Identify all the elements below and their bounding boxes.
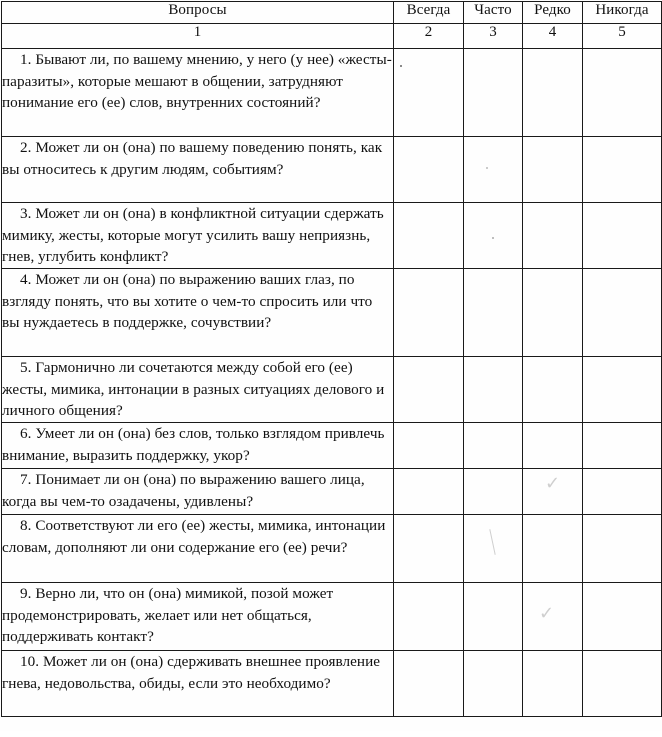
question-text: 9. Верно ли, что он (она) мимикой, позой может продемонстрировать, желает или нет общаться, поддерживать контакт? <box>2 583 394 651</box>
table-row <box>2 469 662 515</box>
table-row <box>2 137 662 203</box>
answer-cell-rarely[interactable] <box>523 515 583 583</box>
answer-cell-often[interactable] <box>464 651 523 717</box>
answer-cell-always[interactable] <box>394 469 464 515</box>
header-always: Всегда <box>394 2 464 24</box>
question-text: 6. Умеет ли он (она) без слов, только взглядом привлечь внимание, выразить поддержку, укор? <box>2 423 394 469</box>
answer-cell-often[interactable] <box>464 515 523 583</box>
table-row <box>2 515 662 583</box>
answer-cell-rarely[interactable] <box>523 469 583 515</box>
answer-cell-often[interactable] <box>464 357 523 423</box>
table-row <box>2 583 662 651</box>
question-text: 5. Гармонично ли сочетаются между собой его (ее) жесты, мимика, интонации в разных ситуациях делового и личного общения? <box>2 357 394 423</box>
faint-pencil-mark <box>489 529 495 555</box>
answer-cell-never[interactable] <box>583 49 662 137</box>
speck-mark <box>400 65 402 67</box>
answer-cell-rarely[interactable] <box>523 49 583 137</box>
answer-cell-rarely[interactable] <box>523 583 583 651</box>
question-text: 4. Может ли он (она) по выражению ваших глаз, по взгляду понять, что вы хотите о чем-то спросить или что вы нуждаетесь в поддержке, сочувствии? <box>2 269 394 357</box>
header-never: Никогда <box>583 2 662 24</box>
answer-cell-never[interactable] <box>583 469 662 515</box>
answer-cell-always[interactable] <box>394 423 464 469</box>
question-text: 8. Соответствуют ли его (ее) жесты, мимика, интонации словам, дополняют ли они содержание его (ее) речи? <box>2 515 394 583</box>
column-number: 2 <box>394 24 464 49</box>
header-questions: Вопросы <box>2 2 394 24</box>
header-often: Часто <box>464 2 523 24</box>
answer-cell-rarely[interactable] <box>523 269 583 357</box>
answer-cell-always[interactable] <box>394 583 464 651</box>
answer-cell-never[interactable] <box>583 203 662 269</box>
column-number: 3 <box>464 24 523 49</box>
answer-cell-never[interactable] <box>583 269 662 357</box>
question-text: 3. Может ли он (она) в конфликтной ситуации сдержать мимику, жесты, которые могут усилить вашу неприязнь, гнев, углубить конфликт? <box>2 203 394 269</box>
answer-cell-often[interactable] <box>464 469 523 515</box>
column-number: 5 <box>583 24 662 49</box>
answer-cell-always[interactable] <box>394 357 464 423</box>
table-row <box>2 651 662 717</box>
faint-checkmark-icon: ✓ <box>539 603 555 624</box>
table-row <box>2 203 662 269</box>
answer-cell-never[interactable] <box>583 137 662 203</box>
table-row <box>2 357 662 423</box>
column-number: 4 <box>523 24 583 49</box>
speck-mark <box>486 167 488 169</box>
column-number: 1 <box>2 24 394 49</box>
answer-cell-often[interactable] <box>464 423 523 469</box>
speck-mark <box>492 237 494 239</box>
answer-cell-rarely[interactable] <box>523 203 583 269</box>
page-edge <box>0 731 662 737</box>
answer-cell-always[interactable] <box>394 137 464 203</box>
table-row <box>2 49 662 137</box>
question-text: 1. Бывают ли, по вашему мнению, у него (у нее) «жесты-паразиты», которые мешают в общении, затрудняют понимание его (ее) слов, внутренних состояний? <box>2 49 394 137</box>
answer-cell-rarely[interactable] <box>523 357 583 423</box>
question-text: 7. Понимает ли он (она) по выражению вашего лица, когда вы чем-то озадачены, удивлены? <box>2 469 394 515</box>
answer-cell-always[interactable] <box>394 49 464 137</box>
answer-cell-always[interactable] <box>394 269 464 357</box>
table-row <box>2 423 662 469</box>
questionnaire-table <box>1 1 662 717</box>
header-row <box>2 2 662 24</box>
question-text: 10. Может ли он (она) сдерживать внешнее проявление гнева, недовольства, обиды, если это необходимо? <box>2 651 394 717</box>
answer-cell-often[interactable] <box>464 583 523 651</box>
faint-checkmark-icon: ✓ <box>545 473 561 494</box>
header-rarely: Редко <box>523 2 583 24</box>
question-text: 2. Может ли он (она) по вашему поведению понять, как вы относитесь к другим людям, событиям? <box>2 137 394 203</box>
column-number-row <box>2 24 662 49</box>
answer-cell-always[interactable] <box>394 203 464 269</box>
table-row <box>2 269 662 357</box>
answer-cell-never[interactable] <box>583 651 662 717</box>
answer-cell-often[interactable] <box>464 203 523 269</box>
answer-cell-always[interactable] <box>394 515 464 583</box>
answer-cell-often[interactable] <box>464 137 523 203</box>
answer-cell-rarely[interactable] <box>523 651 583 717</box>
answer-cell-always[interactable] <box>394 651 464 717</box>
answer-cell-never[interactable] <box>583 423 662 469</box>
answer-cell-never[interactable] <box>583 357 662 423</box>
answer-cell-never[interactable] <box>583 583 662 651</box>
answer-cell-often[interactable] <box>464 269 523 357</box>
answer-cell-never[interactable] <box>583 515 662 583</box>
answer-cell-often[interactable] <box>464 49 523 137</box>
answer-cell-rarely[interactable] <box>523 137 583 203</box>
answer-cell-rarely[interactable] <box>523 423 583 469</box>
